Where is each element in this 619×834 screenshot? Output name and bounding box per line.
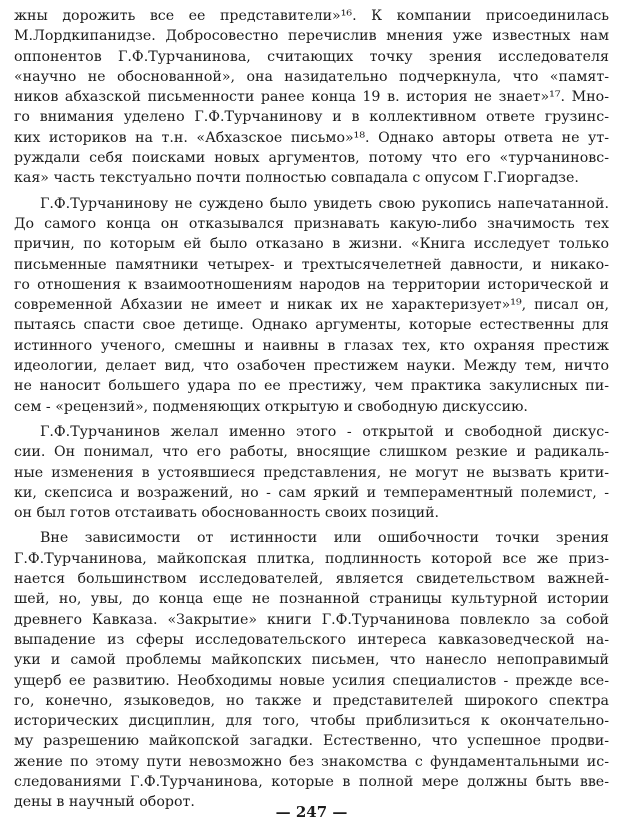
text-line: Вне зависимости от истинности или ошибочности точки зрения [40, 530, 609, 547]
text-line: Г.Ф.Турчанинову не суждено было увидеть свою рукопись напечатанной. [40, 195, 609, 212]
body-text [14, 6, 609, 813]
text-line: ких историков на т.н. «Абхазское письмо»¹⁸. Однако авторы ответа не ут- [14, 129, 609, 146]
paragraph [14, 6, 609, 189]
text-line: му разрешению майкопской загадки. Естественно, что успешное продви- [14, 733, 609, 750]
paragraph [14, 422, 609, 523]
text-line: жение по этому пути невозможно без знакомства с фундаментальными ис- [14, 753, 609, 770]
text-line: пытаясь спасти свое детище. Однако аргументы, которые естественны для [14, 317, 609, 334]
text-line: сем - «рецензий», подменяющих открытую и свободную дискуссию. [14, 398, 528, 415]
book-page [14, 6, 609, 828]
text-line: он был готов отстаивать обоснованность своих позиций. [14, 505, 440, 522]
text-line: жны дорожить все ее представители»¹⁶. К компании присоединилась [14, 8, 609, 24]
text-line: го внимания уделено Г.Ф.Турчанинову и в коллективном ответе грузинс- [14, 109, 609, 126]
text-line: следованиями Г.Ф.Турчанинова, которые в полной мере должны быть вве- [14, 773, 609, 790]
text-line: Г.Ф.Турчанинов желал именно этого - открытой и свободной дискус- [40, 423, 609, 440]
text-line: выпадение из сферы исследовательского интереса кавказоведческой на- [14, 631, 609, 648]
text-line: оппонентов Г.Ф.Турчанинова, считающих точку зрения исследователя [14, 48, 609, 65]
paragraph [14, 194, 609, 417]
text-line: дены в научный оборот. [14, 794, 195, 811]
text-line: истинного ученого, смешны и наивны в глазах тех, кто охраняя престиж [14, 337, 609, 354]
text-line: уки и самой проблемы майкопских письмен, что нанесло непоправимый [14, 652, 609, 669]
page-number: — 247 — [275, 803, 348, 821]
paragraph [14, 528, 609, 812]
text-line: До самого конца он отказывался признавать какую-либо значимость тех [14, 215, 609, 232]
text-line: идеологии, делает вид, что озабочен престижем науки. Между тем, ничто [14, 358, 609, 375]
text-line: ки, скепсиса и возражений, но - сам яркий и темпераментный полемист, - [14, 484, 609, 501]
text-line: ные изменения в устоявшиеся представления, не могут не вызвать крити- [14, 464, 609, 481]
text-line: ущерб ее развитию. Необходимы новые усилия специалистов - прежде все- [14, 672, 609, 689]
text-line: шей, но, увы, до конца еще не познанной страницы культурной истории [14, 591, 609, 608]
text-line: Г.Ф.Турчанинова, майкопская плитка, подлинность которой все же приз- [14, 550, 609, 567]
text-line: руждали себя поисками новых аргументов, потому что его «турчаниновс- [14, 150, 609, 167]
text-line: нается большинством исследователей, является свидетельством важней- [14, 571, 609, 588]
text-line: современной Абхазии не имеет и никак их не характеризует»¹⁹, писал он, [14, 297, 609, 314]
text-line: «научно не обоснованной», она назидательно подчеркнула, что «памят- [14, 68, 609, 85]
text-line: сии. Он понимал, что его работы, вносящие слишком резкие и радикаль- [14, 444, 609, 461]
text-line: исторических дисциплин, для того, чтобы приблизиться к окончательно- [14, 713, 609, 730]
text-line: М.Лордкипанидзе. Добросовестно перечислив мнения уже известных нам [14, 28, 609, 45]
text-line: не наносит большего удара по ее престижу, чем практика закулисных пи- [14, 378, 609, 395]
text-line: го отношения к взаимоотношениям народов на территории исторической и [14, 276, 609, 293]
text-line: кая» часть текстуально почти полностью совпадала с опусом Г.Гиоргадзе. [14, 170, 579, 187]
text-line: го, конечно, языковедов, но также и представителей широкого спектра [14, 692, 609, 709]
text-line: письменные памятники четырех- и трехтысячелетней давности, и никако- [14, 256, 609, 273]
text-line: древнего Кавказа. «Закрытие» книги Г.Ф.Турчанинова повлекло за собой [14, 611, 609, 628]
text-line: причин, по которым ей было отказано в жизни. «Книга исследует только [14, 236, 609, 253]
text-line: ников абхазской письменности ранее конца 19 в. история не знает»¹⁷. Мно- [14, 89, 609, 106]
